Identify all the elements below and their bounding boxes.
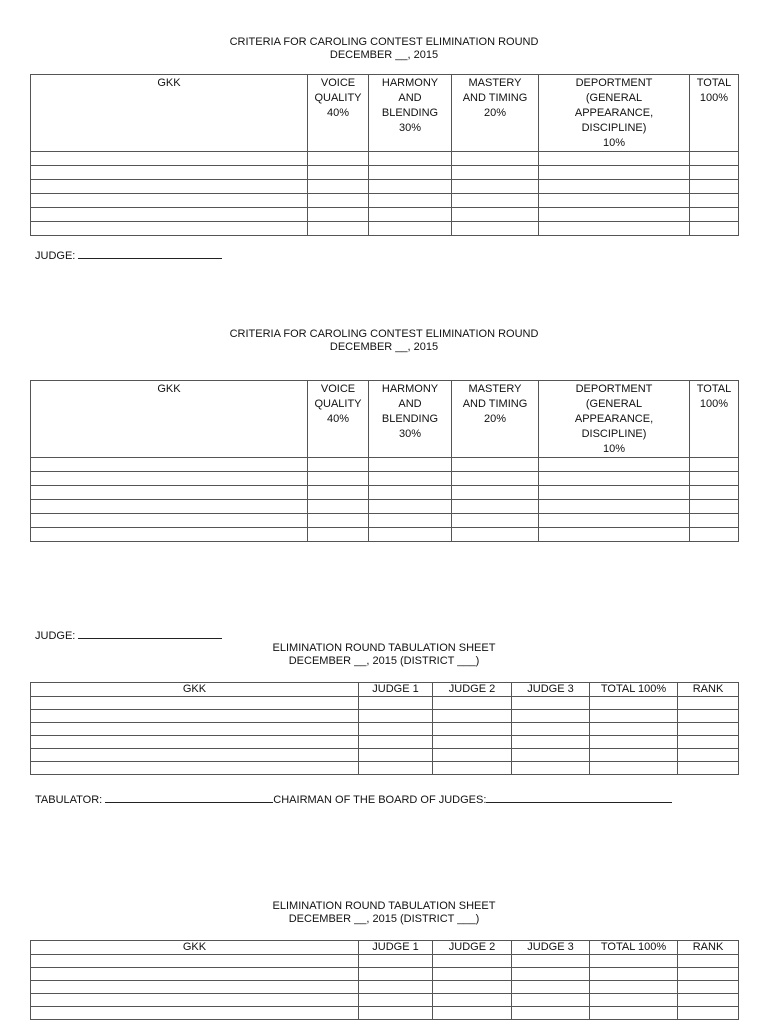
judge-signature-1 <box>35 249 222 262</box>
table-row <box>31 194 739 208</box>
criteria-header-row <box>31 381 739 458</box>
table-row <box>31 166 739 180</box>
tabulation-table-1 <box>30 682 739 775</box>
table-row <box>31 222 739 236</box>
header-rank: RANK <box>678 683 739 697</box>
header-gkk: GKK <box>31 941 359 955</box>
tabulation-header-row <box>31 683 739 697</box>
header-total: TOTAL 100% <box>690 381 739 458</box>
header-deportment: DEPORTMENT (GENERAL APPEARANCE, DISCIPLINE) 10% <box>539 381 690 458</box>
table-row <box>31 994 739 1007</box>
tabulation-table-2 <box>30 940 739 1020</box>
header-judge-3: JUDGE 3 <box>512 683 590 697</box>
header-gkk: GKK <box>31 683 359 697</box>
header-mastery: MASTERY AND TIMING 20% <box>452 381 539 458</box>
table-row <box>31 528 739 542</box>
criteria-title-line1: CRITERIA FOR CAROLING CONTEST ELIMINATION ROUND <box>229 36 539 48</box>
chairman-signature-line[interactable] <box>486 793 672 803</box>
criteria-table-2 <box>30 380 739 542</box>
header-total: TOTAL 100% <box>590 941 678 955</box>
header-rank: RANK <box>678 941 739 955</box>
criteria-title-2 <box>0 328 768 354</box>
tabulation-title-line1: ELIMINATION ROUND TABULATION SHEET <box>272 900 496 912</box>
table-row <box>31 152 739 166</box>
tabulation-title-2 <box>0 900 768 926</box>
table-row <box>31 710 739 723</box>
tabulation-title-1 <box>0 642 768 668</box>
tabulator-signature-line[interactable] <box>105 793 273 803</box>
table-row <box>31 500 739 514</box>
tabulation-title-line2: DECEMBER __, 2015 (DISTRICT ___) <box>288 655 480 667</box>
header-voice-quality: VOICE QUALITY 40% <box>308 381 369 458</box>
table-row <box>31 472 739 486</box>
chairman-label: CHAIRMAN OF THE BOARD OF JUDGES: <box>273 794 487 806</box>
table-row <box>31 968 739 981</box>
table-row <box>31 180 739 194</box>
table-row <box>31 955 739 968</box>
header-total: TOTAL 100% <box>590 683 678 697</box>
judge-signature-2 <box>35 629 222 642</box>
table-row <box>31 723 739 736</box>
header-mastery: MASTERY AND TIMING 20% <box>452 75 539 152</box>
header-voice-quality: VOICE QUALITY 40% <box>308 75 369 152</box>
criteria-title-line1: CRITERIA FOR CAROLING CONTEST ELIMINATION ROUND <box>229 328 539 340</box>
header-judge-1: JUDGE 1 <box>359 941 433 955</box>
header-judge-2: JUDGE 2 <box>433 683 512 697</box>
criteria-title-1 <box>0 36 768 62</box>
criteria-header-row <box>31 75 739 152</box>
judge-label: JUDGE: <box>35 630 79 642</box>
tabulation-title-line2: DECEMBER __, 2015 (DISTRICT ___) <box>288 913 480 925</box>
header-judge-1: JUDGE 1 <box>359 683 433 697</box>
table-row <box>31 458 739 472</box>
tabulation-title-line1: ELIMINATION ROUND TABULATION SHEET <box>272 642 496 654</box>
table-row <box>31 736 739 749</box>
criteria-title-line2: DECEMBER __, 2015 <box>329 341 439 353</box>
tabulation-header-row <box>31 941 739 955</box>
table-row <box>31 749 739 762</box>
header-total: TOTAL 100% <box>690 75 739 152</box>
table-row <box>31 981 739 994</box>
tabulator-label: TABULATOR: <box>35 794 106 806</box>
table-row <box>31 486 739 500</box>
header-harmony: HARMONY AND BLENDING 30% <box>369 75 452 152</box>
table-row <box>31 208 739 222</box>
header-gkk: GKK <box>31 75 308 152</box>
judge-signature-line[interactable] <box>78 629 222 639</box>
header-gkk: GKK <box>31 381 308 458</box>
header-harmony: HARMONY AND BLENDING 30% <box>369 381 452 458</box>
tabulation-signatures-1 <box>35 793 672 806</box>
criteria-table-1 <box>30 74 739 236</box>
table-row <box>31 697 739 710</box>
judge-label: JUDGE: <box>35 250 79 262</box>
table-row <box>31 762 739 775</box>
header-deportment: DEPORTMENT (GENERAL APPEARANCE, DISCIPLINE) 10% <box>539 75 690 152</box>
table-row <box>31 1007 739 1020</box>
criteria-title-line2: DECEMBER __, 2015 <box>329 49 439 61</box>
judge-signature-line[interactable] <box>78 249 222 259</box>
table-row <box>31 514 739 528</box>
header-judge-2: JUDGE 2 <box>433 941 512 955</box>
header-judge-3: JUDGE 3 <box>512 941 590 955</box>
